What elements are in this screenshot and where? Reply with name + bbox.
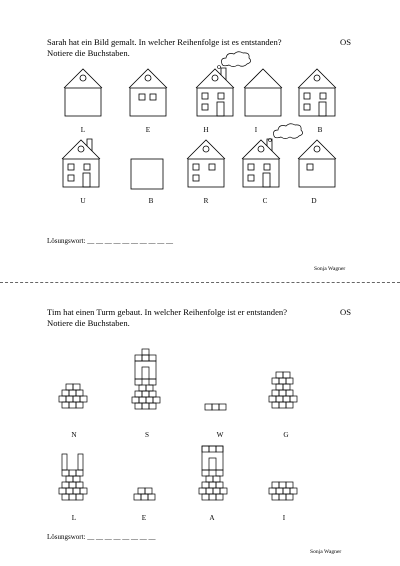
house-letter: R [203,197,209,205]
tower-I [268,478,298,504]
house-U [58,137,108,192]
tower-W [204,402,228,414]
question-2-line-2: Notiere die Buchstaben. [47,318,130,328]
tower-E [132,486,158,504]
house-B [294,68,344,120]
house-letter: B [317,126,323,134]
house-letter: I [254,126,258,134]
tower-N [58,378,88,412]
house-letter: E [145,126,151,134]
tower-letter: G [283,431,289,439]
tower-A [198,442,230,504]
tower-letter: E [141,514,147,522]
author-2: Sonja Wagner [310,549,342,555]
tower-G [268,370,298,412]
level-badge-1: OS [340,37,351,47]
house-letter: U [80,197,86,205]
tower-letter: S [145,431,149,439]
author-1: Sonja Wagner [314,266,346,272]
tower-letter: I [282,514,286,522]
level-badge-2: OS [340,307,351,317]
house-D [294,137,344,192]
house-letter: H [203,126,209,134]
question-1-line-1: Sarah hat ein Bild gemalt. In welcher Reihenfolge ist es entstanden? [47,37,282,47]
house-B-walls-only [127,155,169,191]
house-I [240,68,290,120]
house-L [60,68,110,120]
house-letter: D [311,197,317,205]
question-2-line-1: Tim hat einen Turm gebaut. In welcher Reihenfolge ist er entstanden? [47,307,288,317]
tower-S [131,345,163,413]
house-letter: L [80,126,86,134]
answer-line-2[interactable]: Lösungswort: __ __ __ __ __ __ __ __ [47,533,156,541]
house-E [125,68,175,120]
tower-letter: N [71,431,77,439]
answer-line-1[interactable]: Lösungswort: __ __ __ __ __ __ __ __ __ __ [47,237,173,245]
tower-letter: A [209,514,215,522]
tower-letter: W [216,431,224,439]
house-R [183,137,233,192]
house-letter: C [262,197,268,205]
tower-L [58,450,88,504]
cut-line [0,282,400,283]
house-letter: B [148,197,154,205]
tower-letter: L [71,514,77,522]
question-1-line-2: Notiere die Buchstaben. [47,48,130,58]
